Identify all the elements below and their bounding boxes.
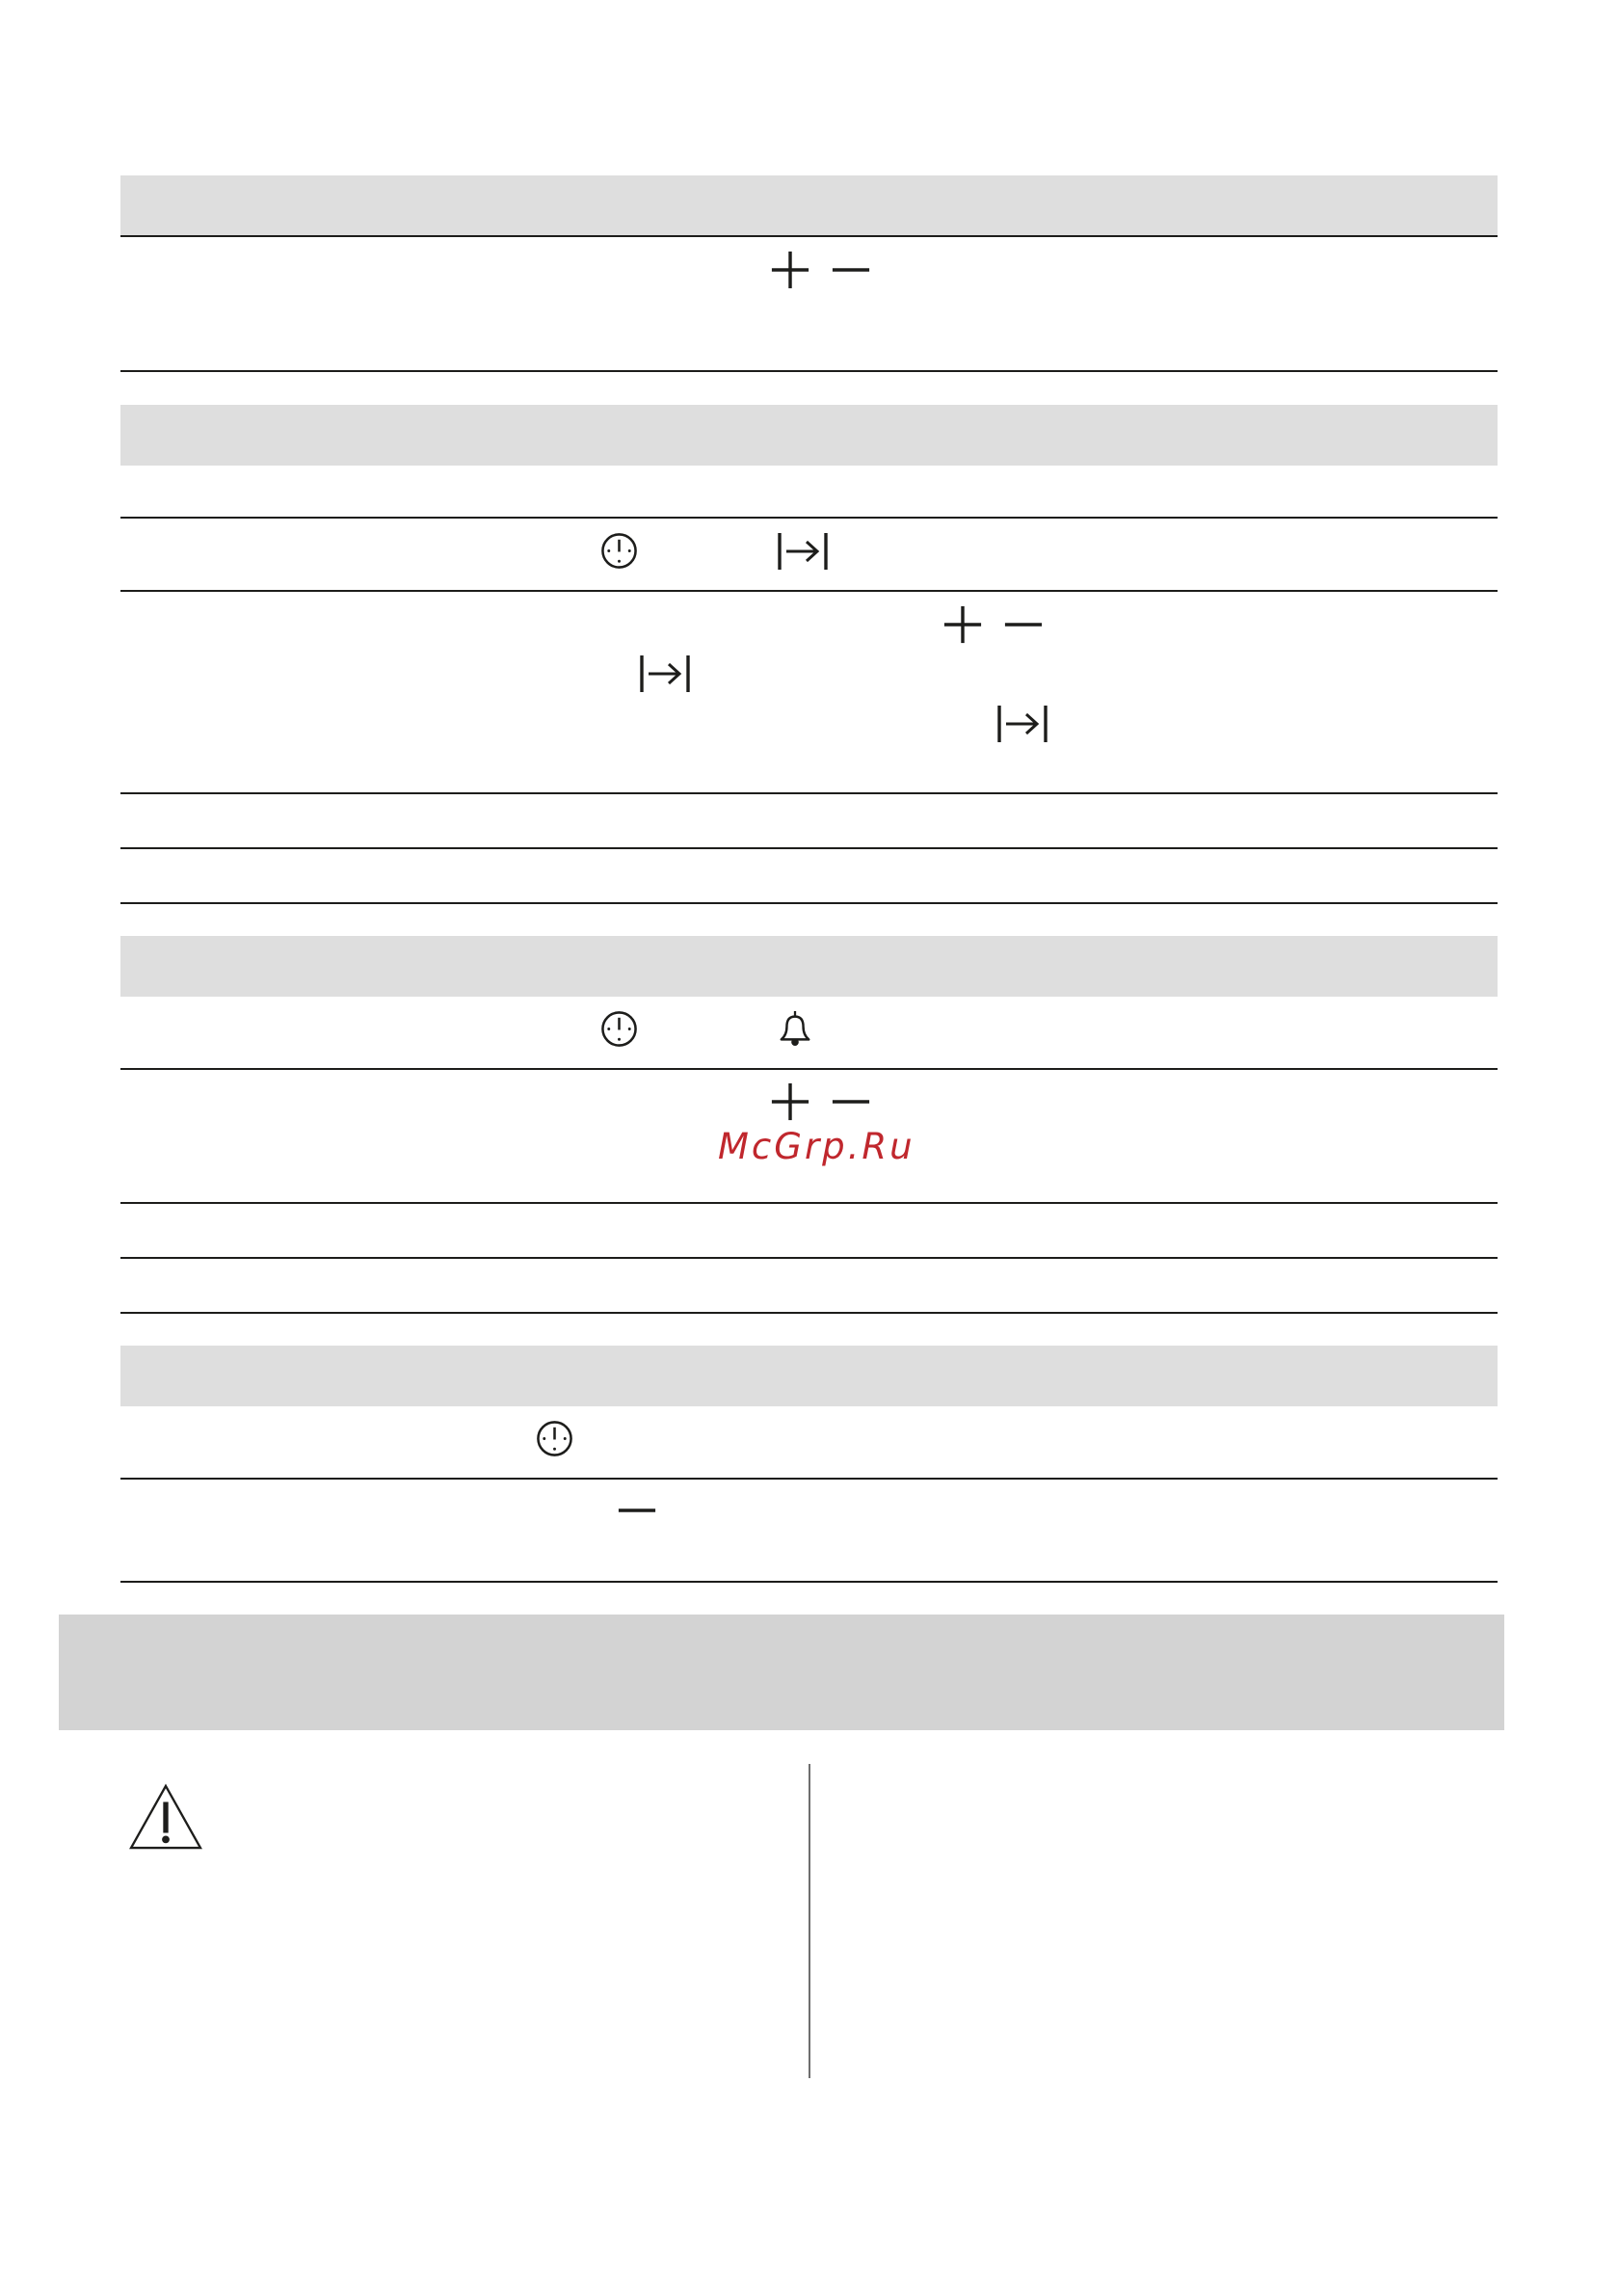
table-rule bbox=[120, 1068, 1498, 1070]
warning-triangle-icon bbox=[128, 1783, 203, 1851]
section-header-band bbox=[120, 1346, 1498, 1406]
section-header-band bbox=[120, 405, 1498, 466]
arrow-to-bar-icon bbox=[996, 704, 1048, 744]
table-rule bbox=[120, 590, 1498, 592]
section-header-band bbox=[120, 175, 1498, 236]
table-rule bbox=[120, 902, 1498, 904]
bell-icon bbox=[777, 1008, 813, 1049]
table-rule bbox=[120, 1202, 1498, 1204]
plus-icon bbox=[942, 604, 983, 645]
plus-icon bbox=[770, 1081, 810, 1122]
arrow-to-bar-icon bbox=[639, 654, 691, 694]
table-rule bbox=[120, 847, 1498, 849]
table-rule bbox=[120, 792, 1498, 794]
watermark: McGrp.Ru bbox=[718, 1126, 915, 1167]
table-rule bbox=[120, 1312, 1498, 1314]
table-rule bbox=[120, 1257, 1498, 1259]
clock-icon bbox=[600, 532, 638, 570]
minus-icon bbox=[831, 1081, 871, 1122]
chapter-header-band bbox=[59, 1615, 1504, 1730]
minus-icon bbox=[831, 250, 871, 290]
minus-icon bbox=[617, 1490, 657, 1531]
table-rule bbox=[120, 517, 1498, 519]
table-rule bbox=[120, 370, 1498, 372]
plus-icon bbox=[770, 250, 810, 290]
table-rule bbox=[120, 1581, 1498, 1583]
minus-icon bbox=[1003, 604, 1044, 645]
table-rule bbox=[120, 1478, 1498, 1480]
section-header-band bbox=[120, 936, 1498, 997]
clock-icon bbox=[536, 1420, 573, 1457]
table-rule bbox=[120, 235, 1498, 237]
column-divider bbox=[809, 1764, 810, 2078]
arrow-to-bar-icon bbox=[777, 531, 829, 572]
clock-icon bbox=[600, 1010, 638, 1048]
